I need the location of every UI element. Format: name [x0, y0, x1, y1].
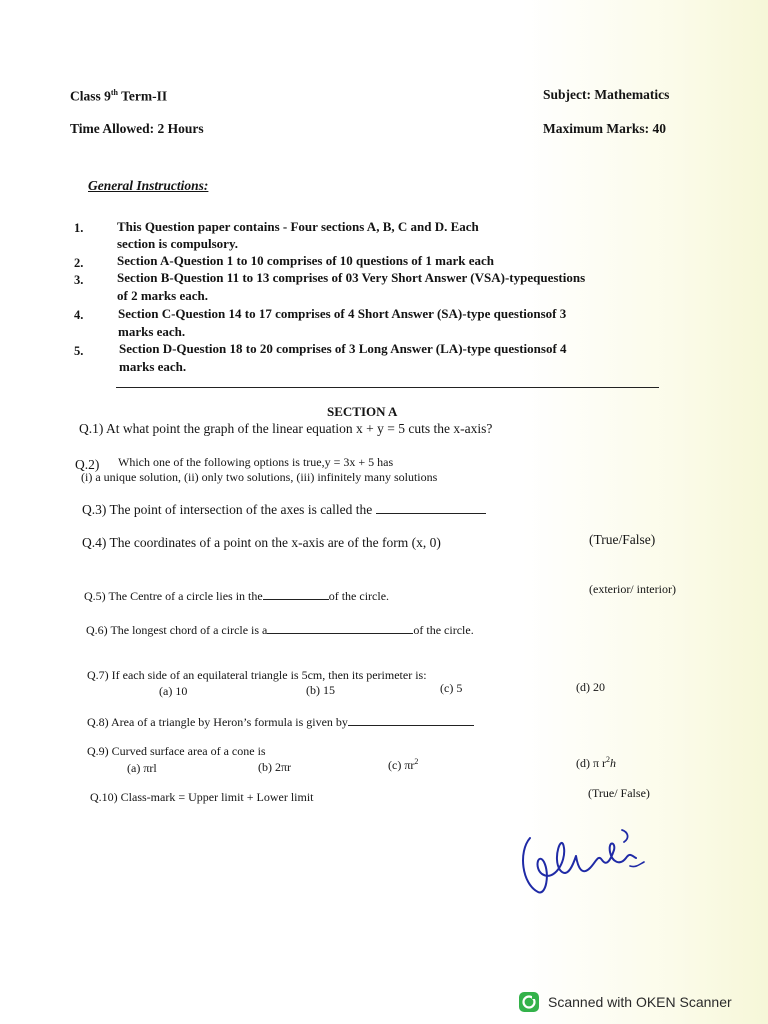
- instruction-line: marks each.: [119, 359, 187, 374]
- max-marks-label: Maximum Marks: 40: [543, 121, 666, 136]
- answer-blank: [267, 621, 413, 634]
- section-a-title: SECTION A: [327, 404, 398, 419]
- answer-blank: [263, 587, 329, 600]
- divider-rule: [116, 387, 659, 388]
- instruction-number: 1.: [74, 221, 84, 235]
- instruction-line: Section A-Question 1 to 10 comprises of 10 questions of 1 mark each: [117, 253, 494, 268]
- question-7: Q.7) If each side of an equilateral triangle is 5cm, then its perimeter is:: [87, 668, 427, 682]
- option-d: (d) π $r^2h$: [576, 755, 617, 770]
- option-c: (c) 5: [440, 681, 463, 695]
- question-8: Q.8) Area of a triangle by Heron’s formula is given by: [87, 713, 474, 730]
- question-10-hint: (True/ False): [588, 786, 650, 800]
- option-a: (a) πrl: [127, 761, 157, 775]
- question-2-options: (i) a unique solution, (ii) only two solutions, (iii) infinitely many solutions: [81, 470, 438, 484]
- instruction-line: of 2 marks each.: [117, 288, 208, 303]
- instruction-number: 4.: [74, 308, 84, 322]
- instruction-line: Section D-Question 18 to 20 comprises of 3 Long Answer (LA)-type questionsof 4: [119, 341, 567, 356]
- option-c: (c) $\pi r^2$: [388, 757, 419, 772]
- instruction-line: section is compulsory.: [117, 236, 238, 251]
- scanner-logo-icon: [518, 991, 540, 1013]
- question-2-text: Which one of the following options is true,y = 3x + 5 has: [118, 455, 394, 469]
- class-term-label: Class 9th Term-II: [70, 88, 168, 104]
- subject-label: Subject: Mathematics: [543, 87, 670, 102]
- scanner-text: Scanned with OKEN Scanner: [548, 994, 732, 1010]
- instruction-number: 3.: [74, 273, 84, 287]
- instruction-line: Section B-Question 11 to 13 comprises of 03 Very Short Answer (VSA)-typequestions: [117, 270, 586, 285]
- question-5: Q.5) The Centre of a circle lies in the of the circle.: [84, 589, 390, 603]
- instruction-line: This Question paper contains - Four sections A, B, C and D. Each: [117, 219, 479, 234]
- option-b: (b) 2πr: [258, 760, 292, 774]
- instruction-line: Section C-Question 14 to 17 comprises of 4 Short Answer (SA)-type questionsof 3: [118, 306, 567, 321]
- question-10: Q.10) Class-mark = Upper limit + Lower limit: [90, 790, 314, 804]
- instruction-number: 2.: [74, 256, 84, 270]
- instruction-number: 5.: [74, 344, 84, 358]
- question-4-hint: (True/False): [589, 532, 656, 547]
- answer-blank: [376, 501, 486, 514]
- signature: [512, 822, 662, 902]
- option-a: (a) 10: [159, 684, 188, 698]
- option-b: (b) 15: [306, 683, 335, 697]
- question-1: Q.1) At what point the graph of the linear equation x + y = 5 cuts the x-axis?: [79, 421, 493, 436]
- instruction-line: marks each.: [118, 324, 186, 339]
- question-6: Q.6) The longest chord of a circle is a of the circle.: [86, 623, 474, 637]
- answer-blank: [348, 713, 474, 726]
- option-d: (d) 20: [576, 680, 605, 694]
- question-9: Q.9) Curved surface area of a cone is: [87, 744, 266, 758]
- question-3: Q.3) The point of intersection of the axes is called the: [82, 501, 486, 518]
- question-5-hint: (exterior/ interior): [589, 582, 676, 596]
- scanner-watermark: [518, 991, 732, 1013]
- time-allowed-label: Time Allowed: 2 Hours: [70, 121, 204, 136]
- instructions-title: General Instructions:: [88, 178, 209, 193]
- question-2-number: Q.2): [75, 457, 100, 472]
- question-4: Q.4) The coordinates of a point on the x-axis are of the form (x, 0): [82, 535, 441, 550]
